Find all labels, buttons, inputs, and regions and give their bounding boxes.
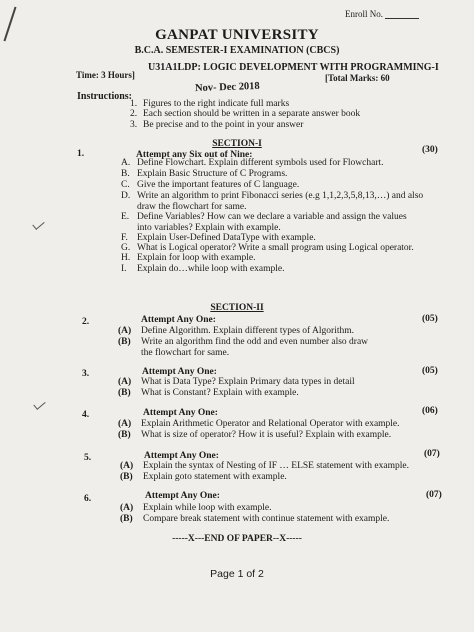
enroll-blank-line xyxy=(385,10,419,19)
instructions-list xyxy=(130,99,360,130)
subject-title: U31A1LDP: LOGIC DEVELOPMENT WITH PROGRAMMING-I xyxy=(148,62,439,73)
question-instruction: Attempt Any One: xyxy=(144,451,219,461)
question-marks: (05) xyxy=(422,366,438,376)
tick-mark xyxy=(32,218,44,230)
instruction-item: 2. Each section should be written in a separate answer book xyxy=(130,109,361,120)
question-marks: (07) xyxy=(426,490,442,500)
question-number: 5. xyxy=(84,453,92,463)
question-number: 2. xyxy=(82,317,90,327)
enroll-number-field xyxy=(345,9,419,19)
instruction-item: 3. Be precise and to the point in your answer xyxy=(130,119,304,130)
question-marks: (06) xyxy=(422,406,438,416)
exam-session: Nov- Dec 2018 xyxy=(194,80,260,95)
question-marks: (05) xyxy=(422,314,438,324)
question-marks: (30) xyxy=(422,145,438,155)
exam-paper-page: Enroll No. GANPAT UNIVERSITY B.C.A. SEMESTER-I EXAMINATION (CBCS) U31A1LDP: LOGIC DEVELOPMENT WITH PROGRAMMING-I Time: 3 Hours] [Total Marks: 60 Nov- Dec 2018 Instructions: 1. Figures to the right indicate full marks 2. Each section should be written in a separate answer book 3. Be precise and to the point in your answer SECTION-I 1. Attempt any Six out of Nine: (30) A. Define Flowchart. Explain different symbols used for Flowchart. B. Explain Basic Structure of C Programs. C. Give the important features of C language. D. Write an algorithm to print Fibonacci series (e.g 1,1,2,3,5,8,13,…) and also draw the flowchart for same. E. Define Variables? How can we declare a variable and assign the values into variables? Explain with example. F. Explain User-Defined DataType with example. G. What is Logical operator? Write a small program using Logical operator. H. Explain for loop with example. I. Explain do…while loop with example. SECTION-II 2. Attempt Any One: (05) (A) Define Algorithm. Explain different types of Algorithm. (B) Write an algorithm find the odd and even number also draw the flowchart for same. 3. Attempt Any One: (05) (A) What is Data Type? Explain Primary data types in detail (B) What is Constant? Explain with example. 4. Attempt Any One: (06) (A) Explain Arithmetic Operator and Relational Operator with example. (B) What is size of operator? How it is useful? Explain with example. 5. Attempt Any One: (07) (A) Explain the syntax of Nesting of IF … ELSE statement with example. (B) Explain goto statement with example. 6. Attempt Any One: (07) (A) Explain while loop with example. (B) Compare break statement with continue statement with example. -----X---END OF PAPER--X----- Page 1 of 2 xyxy=(0,0,474,632)
page-number: Page 1 of 2 xyxy=(210,568,264,580)
section-2-title: SECTION-II xyxy=(210,303,264,313)
question-number: 6. xyxy=(84,494,92,504)
question-instruction: Attempt Any One: xyxy=(145,491,220,501)
tick-mark xyxy=(33,398,45,410)
question-instruction: Attempt Any One: xyxy=(142,367,217,377)
time-duration: Time: 3 Hours] xyxy=(76,70,135,80)
question-number: 3. xyxy=(82,369,90,379)
question-marks: (07) xyxy=(424,449,440,459)
university-name: GANPAT UNIVERSITY xyxy=(155,27,319,43)
instructions-title: Instructions: xyxy=(77,91,133,102)
semester-title: B.C.A. SEMESTER-I EXAMINATION (CBCS) xyxy=(134,45,340,56)
section-1-title: SECTION-I xyxy=(212,139,262,149)
question-number: 1. xyxy=(77,149,85,159)
total-marks: [Total Marks: 60 xyxy=(325,73,390,83)
question-number: 4. xyxy=(82,410,90,420)
question-instruction: Attempt Any One: xyxy=(141,315,216,325)
question-instruction: Attempt any Six out of Nine: xyxy=(136,150,253,160)
end-of-paper: -----X---END OF PAPER--X----- xyxy=(172,534,302,544)
question-instruction: Attempt Any One: xyxy=(143,408,218,418)
enroll-label: Enroll No. xyxy=(345,9,383,19)
instruction-item: 1. Figures to the right indicate full marks xyxy=(130,99,290,109)
